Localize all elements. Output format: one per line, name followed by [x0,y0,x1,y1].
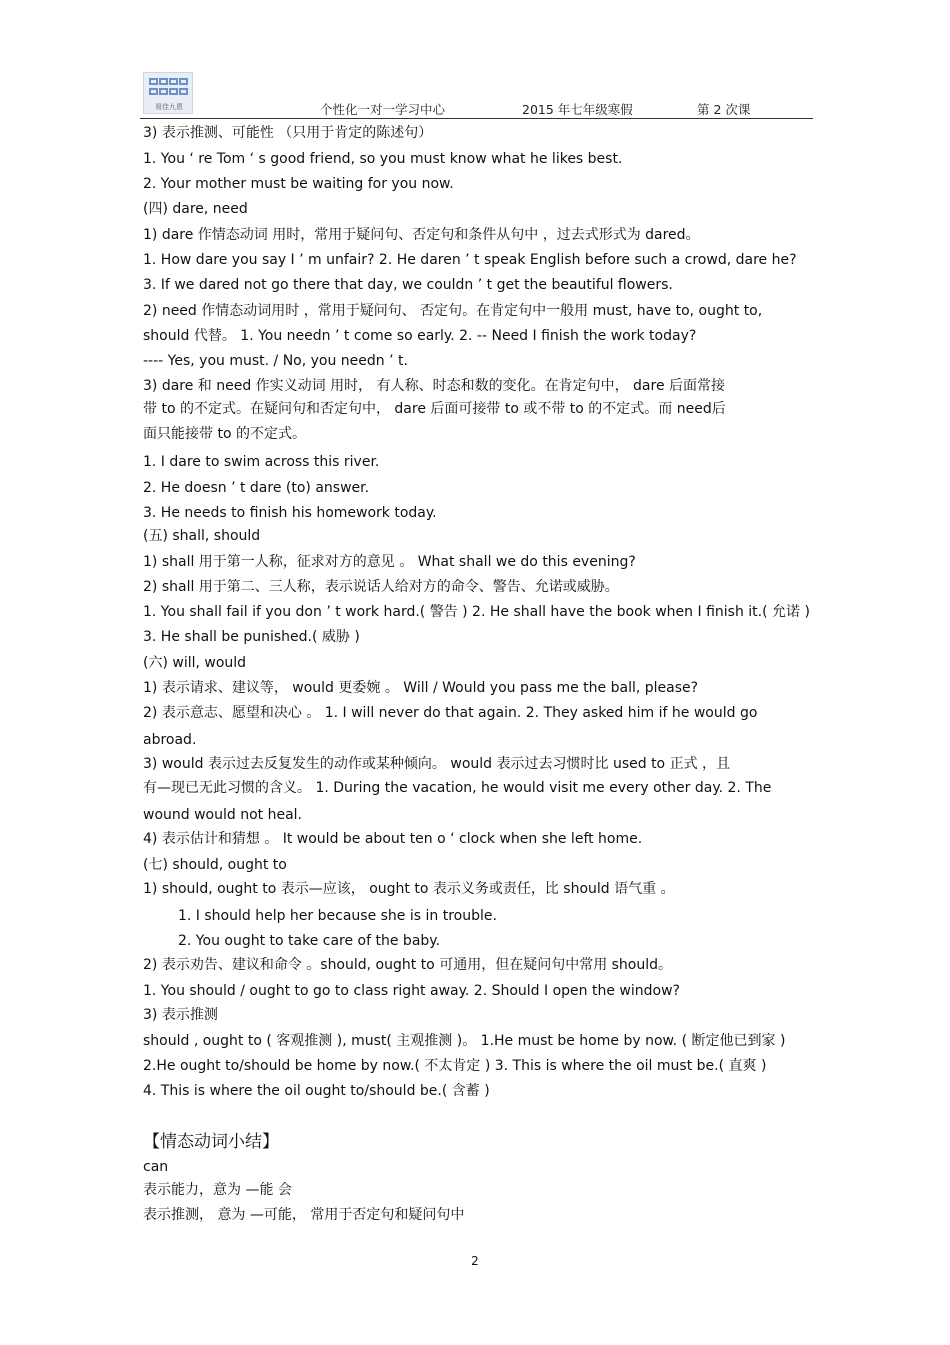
page-number: 2 [471,1254,479,1268]
text-line: 2) 表示劝告、建议和命令 。should, ought to 可通用，但在疑问句中常用 should。 [143,957,673,973]
text-line: should 代替。 1. You needn ’ t come so early. 2. -- Need I finish the work today? [143,328,697,344]
logo-mark-icon [179,88,188,95]
text-line: (七) should, ought to [143,857,287,873]
text-line: 2.He ought to/should be home by now.( 不太肯定 ) 3. This is where the oil must be.( 直爽 ) [143,1058,767,1074]
text-line: 1. I dare to swim across this river. [143,454,380,470]
text-line: 3. He needs to finish his homework today. [143,505,437,521]
header-term: 2015 年七年级寒假 [522,102,633,117]
text-line: 1) should, ought to 表示—应该， ought to 表示义务或责任，比 should 语气重 。 [143,881,675,897]
text-line: 2) shall 用于第二、三人称，表示说话人给对方的命令、警告、允诺或威胁。 [143,579,619,595]
summary-line: 表示推测， 意为 —可能， 常用于否定句和疑问句中 [143,1207,465,1223]
text-line: (四) dare, need [143,201,248,217]
text-line: 2) need 作情态动词用时 ，常用于疑问句、 否定句。在肯定句中一般用 must, have to, ought to, [143,303,763,319]
text-line: should , ought to ( 客观推测 ), must( 主观推测 )。 1.He must be home by now. ( 断定他已到家 ) [143,1033,786,1049]
text-line: 2) 表示意志、愿望和决心 。 1. I will never do that again. 2. They asked him if he would go [143,705,758,721]
text-line: 3) 表示推测、可能性 （只用于肯定的陈述句） [143,125,433,141]
text-line: 3. He shall be punished.( 威胁 ) [143,629,360,645]
text-line: (六) will, would [143,655,247,671]
summary-heading: 【情态动词小结】 [143,1132,279,1152]
header-center: 个性化一对一学习中心 [320,102,446,117]
logo-mark-icon [149,88,158,95]
logo-mark-icon [149,78,158,85]
text-line: 面只能接带 to 的不定式。 [143,426,306,442]
summary-line: can [143,1159,169,1175]
text-line: 带 to 的不定式。在疑问句和否定句中， dare 后面可接带 to 或不带 to 的不定式。而 need后 [143,401,726,417]
header-rule [140,118,813,119]
logo-mark-icon [159,88,168,95]
text-line: 2. He doesn ’ t dare (to) answer. [143,480,370,496]
text-line: 1. I should help her because she is in trouble. [178,908,497,924]
school-logo [143,72,193,114]
text-line: 3) dare 和 need 作实义动词 用时， 有人称、时态和数的变化。在肯定句中， dare 后面常接 [143,378,726,394]
text-line: 有—现已无此习惯的含义。 1. During the vacation, he would visit me every other day. 2. The [143,780,772,796]
text-line: 1. How dare you say I ’ m unfair? 2. He daren ’ t speak English before such a crowd, dare he? [143,252,797,268]
logo-mark-icon [169,78,178,85]
text-line: wound would not heal. [143,807,302,823]
logo-mark-icon [159,78,168,85]
text-line: 2. Your mother must be waiting for you now. [143,176,454,192]
text-line: 3) 表示推测 [143,1007,218,1023]
logo-mark-icon [169,88,178,95]
text-line: 4. This is where the oil ought to/should be.( 含蓄 ) [143,1083,490,1099]
text-line: 1. You ‘ re Tom ‘ s good friend, so you must know what he likes best. [143,151,623,167]
text-line: 4) 表示估计和猜想 。 It would be about ten o ‘ clock when she left home. [143,831,643,847]
logo-mark-icon [179,78,188,85]
text-line: 1) dare 作情态动词 用时，常用于疑问句、否定句和条件从句中 ，过去式形式为 dared。 [143,227,700,243]
text-line: 3) would 表示过去反复发生的动作或某种倾向。 would 表示过去习惯时比 used to 正式 ，且 [143,756,731,772]
text-line: 1) 表示请求、建议等， would 更委婉 。 Will / Would you pass me the ball, please? [143,680,699,696]
text-line: 1. You shall fail if you don ’ t work hard.( 警告 ) 2. He shall have the book when I finish it.( 允诺 ) [143,604,810,620]
text-line: ---- Yes, you must. / No, you needn ’ t. [143,353,408,369]
text-line: 2. You ought to take care of the baby. [178,933,441,949]
logo-caption: 易佳九恩 [155,103,183,111]
text-line: 1) shall 用于第一人称，征求对方的意见 。 What shall we do this evening? [143,554,636,570]
text-line: 1. You should / ought to go to class right away. 2. Should I open the window? [143,983,680,999]
summary-line: 表示能力，意为 —能 会 [143,1182,292,1198]
text-line: (五) shall, should [143,528,261,544]
text-line: 3. If we dared not go there that day, we couldn ’ t get the beautiful flowers. [143,277,673,293]
text-line: abroad. [143,732,197,748]
header-lesson: 第 2 次课 [697,102,751,117]
